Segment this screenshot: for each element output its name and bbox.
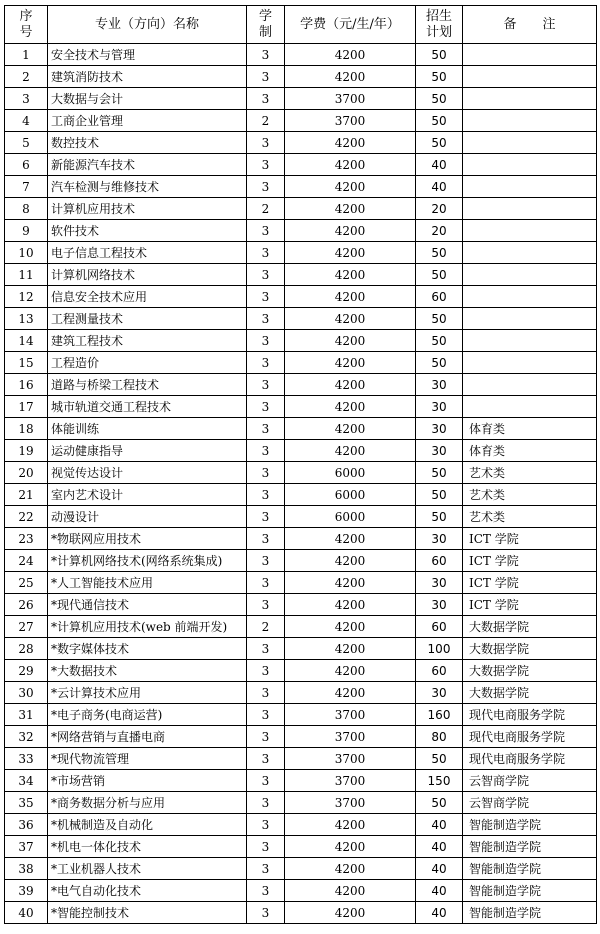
study-years-cell: 3 (247, 396, 285, 418)
enrollment-table (4, 5, 597, 924)
enrollment-plan-cell: 50 (416, 242, 463, 264)
remark-cell (463, 132, 597, 154)
row-number-cell: 39 (5, 880, 48, 902)
study-years-cell: 3 (247, 176, 285, 198)
tuition-fee-cell: 4200 (285, 154, 416, 176)
study-years-cell: 3 (247, 330, 285, 352)
table-row (5, 352, 597, 374)
tuition-fee-cell: 6000 (285, 462, 416, 484)
study-years-cell: 3 (247, 638, 285, 660)
row-number-cell: 10 (5, 242, 48, 264)
table-row (5, 594, 597, 616)
remark-cell (463, 330, 597, 352)
table-row (5, 638, 597, 660)
row-number-cell: 23 (5, 528, 48, 550)
row-number-cell: 12 (5, 286, 48, 308)
study-years-cell: 3 (247, 748, 285, 770)
enrollment-plan-cell: 30 (416, 682, 463, 704)
header-no-line1: 序 (19, 8, 33, 24)
table-row (5, 770, 597, 792)
remark-cell: 体育类 (463, 418, 597, 440)
tuition-fee-cell: 4200 (285, 440, 416, 462)
table-row (5, 462, 597, 484)
row-number-cell: 14 (5, 330, 48, 352)
row-number-cell: 30 (5, 682, 48, 704)
row-number-cell: 16 (5, 374, 48, 396)
enrollment-plan-cell: 60 (416, 616, 463, 638)
study-years-cell: 3 (247, 440, 285, 462)
table-row (5, 154, 597, 176)
remark-cell: 智能制造学院 (463, 814, 597, 836)
study-years-cell: 3 (247, 220, 285, 242)
remark-cell (463, 286, 597, 308)
remark-cell (463, 264, 597, 286)
enrollment-plan-cell: 50 (416, 66, 463, 88)
major-name-cell: 信息安全技术应用 (48, 286, 247, 308)
study-years-cell: 3 (247, 66, 285, 88)
study-years-cell: 3 (247, 836, 285, 858)
major-name-cell: 道路与桥梁工程技术 (48, 374, 247, 396)
table-row (5, 792, 597, 814)
tuition-fee-cell: 4200 (285, 396, 416, 418)
table-row (5, 704, 597, 726)
major-name-cell: 软件技术 (48, 220, 247, 242)
table-row (5, 374, 597, 396)
table-row (5, 198, 597, 220)
major-name-cell: *智能控制技术 (48, 902, 247, 924)
remark-cell (463, 176, 597, 198)
major-name-cell: *机电一体化技术 (48, 836, 247, 858)
header-fee: 学费（元/生/年） (285, 6, 416, 44)
header-plan-line2: 计划 (425, 24, 452, 40)
tuition-fee-cell: 4200 (285, 572, 416, 594)
tuition-fee-cell: 4200 (285, 66, 416, 88)
remark-cell: 大数据学院 (463, 616, 597, 638)
major-name-cell: *数字媒体技术 (48, 638, 247, 660)
remark-cell: ICT 学院 (463, 572, 597, 594)
table-header-row (5, 6, 597, 44)
tuition-fee-cell: 4200 (285, 902, 416, 924)
tuition-fee-cell: 4200 (285, 132, 416, 154)
table-row (5, 814, 597, 836)
tuition-fee-cell: 4200 (285, 220, 416, 242)
tuition-fee-cell: 3700 (285, 770, 416, 792)
table-row (5, 748, 597, 770)
table-row (5, 396, 597, 418)
enrollment-plan-cell: 50 (416, 484, 463, 506)
enrollment-plan-cell: 40 (416, 858, 463, 880)
row-number-cell: 3 (5, 88, 48, 110)
enrollment-plan-cell: 50 (416, 506, 463, 528)
major-name-cell: 新能源汽车技术 (48, 154, 247, 176)
study-years-cell: 2 (247, 616, 285, 638)
enrollment-plan-cell: 60 (416, 550, 463, 572)
study-years-cell: 3 (247, 814, 285, 836)
remark-cell: 智能制造学院 (463, 880, 597, 902)
study-years-cell: 3 (247, 506, 285, 528)
study-years-cell: 3 (247, 242, 285, 264)
tuition-fee-cell: 3700 (285, 792, 416, 814)
study-years-cell: 3 (247, 264, 285, 286)
tuition-fee-cell: 4200 (285, 308, 416, 330)
study-years-cell: 2 (247, 198, 285, 220)
table-row (5, 88, 597, 110)
enrollment-plan-cell: 30 (416, 374, 463, 396)
major-name-cell: 工程造价 (48, 352, 247, 374)
major-name-cell: *大数据技术 (48, 660, 247, 682)
study-years-cell: 3 (247, 132, 285, 154)
tuition-fee-cell: 4200 (285, 858, 416, 880)
study-years-cell: 3 (247, 572, 285, 594)
study-years-cell: 3 (247, 374, 285, 396)
remark-cell (463, 308, 597, 330)
tuition-fee-cell: 3700 (285, 110, 416, 132)
enrollment-plan-cell: 50 (416, 792, 463, 814)
tuition-fee-cell: 4200 (285, 814, 416, 836)
major-name-cell: *云计算技术应用 (48, 682, 247, 704)
study-years-cell: 3 (247, 770, 285, 792)
enrollment-plan-cell: 40 (416, 814, 463, 836)
table-row (5, 484, 597, 506)
row-number-cell: 21 (5, 484, 48, 506)
major-name-cell: 工商企业管理 (48, 110, 247, 132)
row-number-cell: 4 (5, 110, 48, 132)
tuition-fee-cell: 4200 (285, 374, 416, 396)
row-number-cell: 19 (5, 440, 48, 462)
major-name-cell: 计算机网络技术 (48, 264, 247, 286)
table-row (5, 308, 597, 330)
major-name-cell: *商务数据分析与应用 (48, 792, 247, 814)
enrollment-plan-cell: 50 (416, 352, 463, 374)
major-name-cell: *计算机网络技术(网络系统集成) (48, 550, 247, 572)
row-number-cell: 29 (5, 660, 48, 682)
major-name-cell: 电子信息工程技术 (48, 242, 247, 264)
enrollment-plan-cell: 160 (416, 704, 463, 726)
study-years-cell: 3 (247, 88, 285, 110)
enrollment-plan-cell: 40 (416, 836, 463, 858)
row-number-cell: 31 (5, 704, 48, 726)
remark-cell: 艺术类 (463, 462, 597, 484)
tuition-fee-cell: 3700 (285, 704, 416, 726)
major-name-cell: *工业机器人技术 (48, 858, 247, 880)
row-number-cell: 1 (5, 44, 48, 66)
tuition-fee-cell: 4200 (285, 176, 416, 198)
header-note: 备 注 (463, 6, 597, 44)
row-number-cell: 24 (5, 550, 48, 572)
tuition-fee-cell: 4200 (285, 550, 416, 572)
enrollment-plan-cell: 100 (416, 638, 463, 660)
row-number-cell: 17 (5, 396, 48, 418)
enrollment-plan-cell: 40 (416, 154, 463, 176)
major-name-cell: 体能训练 (48, 418, 247, 440)
remark-cell: 现代电商服务学院 (463, 726, 597, 748)
remark-cell: 大数据学院 (463, 638, 597, 660)
tuition-fee-cell: 4200 (285, 198, 416, 220)
remark-cell: 体育类 (463, 440, 597, 462)
remark-cell: ICT 学院 (463, 594, 597, 616)
enrollment-plan-cell: 50 (416, 264, 463, 286)
remark-cell: 现代电商服务学院 (463, 704, 597, 726)
tuition-fee-cell: 3700 (285, 726, 416, 748)
tuition-fee-cell: 4200 (285, 682, 416, 704)
enrollment-plan-cell: 30 (416, 528, 463, 550)
study-years-cell: 3 (247, 462, 285, 484)
study-years-cell: 3 (247, 550, 285, 572)
study-years-cell: 2 (247, 110, 285, 132)
header-plan (416, 6, 463, 44)
enrollment-plan-cell: 30 (416, 594, 463, 616)
row-number-cell: 9 (5, 220, 48, 242)
row-number-cell: 36 (5, 814, 48, 836)
study-years-cell: 3 (247, 418, 285, 440)
remark-cell: 云智商学院 (463, 770, 597, 792)
remark-cell: 智能制造学院 (463, 836, 597, 858)
row-number-cell: 8 (5, 198, 48, 220)
enrollment-plan-cell: 50 (416, 308, 463, 330)
remark-cell (463, 242, 597, 264)
enrollment-plan-cell: 60 (416, 660, 463, 682)
major-name-cell: *人工智能技术应用 (48, 572, 247, 594)
remark-cell (463, 374, 597, 396)
enrollment-plan-cell: 50 (416, 88, 463, 110)
header-name: 专业（方向）名称 (48, 6, 247, 44)
table-row (5, 660, 597, 682)
tuition-fee-cell: 3700 (285, 748, 416, 770)
study-years-cell: 3 (247, 286, 285, 308)
enrollment-plan-cell: 20 (416, 220, 463, 242)
remark-cell: 艺术类 (463, 506, 597, 528)
study-years-cell: 3 (247, 484, 285, 506)
major-name-cell: *现代通信技术 (48, 594, 247, 616)
study-years-cell: 3 (247, 682, 285, 704)
major-name-cell: 建筑工程技术 (48, 330, 247, 352)
remark-cell (463, 220, 597, 242)
row-number-cell: 28 (5, 638, 48, 660)
header-no-line2: 号 (19, 24, 33, 40)
row-number-cell: 32 (5, 726, 48, 748)
major-name-cell: 运动健康指导 (48, 440, 247, 462)
row-number-cell: 6 (5, 154, 48, 176)
study-years-cell: 3 (247, 528, 285, 550)
row-number-cell: 25 (5, 572, 48, 594)
enrollment-plan-cell: 60 (416, 286, 463, 308)
tuition-fee-cell: 4200 (285, 330, 416, 352)
table-row (5, 902, 597, 924)
enrollment-plan-cell: 30 (416, 572, 463, 594)
study-years-cell: 3 (247, 902, 285, 924)
row-number-cell: 11 (5, 264, 48, 286)
table-row (5, 286, 597, 308)
study-years-cell: 3 (247, 594, 285, 616)
header-years (247, 6, 285, 44)
tuition-fee-cell: 4200 (285, 286, 416, 308)
table-row (5, 44, 597, 66)
tuition-fee-cell: 4200 (285, 418, 416, 440)
remark-cell (463, 66, 597, 88)
row-number-cell: 15 (5, 352, 48, 374)
header-no (5, 6, 48, 44)
header-years-line2: 制 (258, 24, 272, 40)
enrollment-plan-cell: 20 (416, 198, 463, 220)
major-name-cell: 城市轨道交通工程技术 (48, 396, 247, 418)
study-years-cell: 3 (247, 880, 285, 902)
major-name-cell: *网络营销与直播电商 (48, 726, 247, 748)
major-name-cell: 计算机应用技术 (48, 198, 247, 220)
tuition-fee-cell: 4200 (285, 44, 416, 66)
study-years-cell: 3 (247, 154, 285, 176)
table-body (5, 44, 597, 924)
row-number-cell: 27 (5, 616, 48, 638)
enrollment-plan-cell: 40 (416, 902, 463, 924)
remark-cell (463, 352, 597, 374)
header-plan-line1: 招生 (425, 8, 452, 24)
remark-cell: 艺术类 (463, 484, 597, 506)
remark-cell (463, 110, 597, 132)
table-row (5, 110, 597, 132)
enrollment-plan-cell: 80 (416, 726, 463, 748)
row-number-cell: 2 (5, 66, 48, 88)
tuition-fee-cell: 4200 (285, 836, 416, 858)
table-row (5, 682, 597, 704)
tuition-fee-cell: 4200 (285, 638, 416, 660)
table-row (5, 550, 597, 572)
table-row (5, 836, 597, 858)
table-row (5, 858, 597, 880)
major-name-cell: *市场营销 (48, 770, 247, 792)
tuition-fee-cell: 4200 (285, 880, 416, 902)
tuition-fee-cell: 6000 (285, 506, 416, 528)
study-years-cell: 3 (247, 660, 285, 682)
row-number-cell: 13 (5, 308, 48, 330)
table-row (5, 418, 597, 440)
remark-cell: ICT 学院 (463, 528, 597, 550)
tuition-fee-cell: 4200 (285, 352, 416, 374)
tuition-fee-cell: 4200 (285, 242, 416, 264)
major-name-cell: *计算机应用技术(web 前端开发) (48, 616, 247, 638)
major-name-cell: 数控技术 (48, 132, 247, 154)
enrollment-plan-cell: 30 (416, 396, 463, 418)
remark-cell: 云智商学院 (463, 792, 597, 814)
row-number-cell: 7 (5, 176, 48, 198)
row-number-cell: 5 (5, 132, 48, 154)
major-name-cell: *机械制造及自动化 (48, 814, 247, 836)
header-years-line1: 学 (258, 8, 272, 24)
enrollment-plan-cell: 50 (416, 110, 463, 132)
tuition-fee-cell: 3700 (285, 88, 416, 110)
table-row (5, 440, 597, 462)
remark-cell (463, 88, 597, 110)
table-row (5, 330, 597, 352)
remark-cell (463, 198, 597, 220)
study-years-cell: 3 (247, 704, 285, 726)
remark-cell: 大数据学院 (463, 660, 597, 682)
enrollment-plan-cell: 50 (416, 748, 463, 770)
tuition-fee-cell: 4200 (285, 616, 416, 638)
row-number-cell: 37 (5, 836, 48, 858)
table-row (5, 176, 597, 198)
table-row (5, 616, 597, 638)
enrollment-plan-cell: 50 (416, 330, 463, 352)
major-name-cell: 大数据与会计 (48, 88, 247, 110)
table-row (5, 506, 597, 528)
enrollment-plan-cell: 30 (416, 418, 463, 440)
row-number-cell: 20 (5, 462, 48, 484)
row-number-cell: 33 (5, 748, 48, 770)
enrollment-plan-cell: 50 (416, 462, 463, 484)
major-name-cell: 建筑消防技术 (48, 66, 247, 88)
enrollment-plan-cell: 40 (416, 880, 463, 902)
row-number-cell: 22 (5, 506, 48, 528)
remark-cell (463, 154, 597, 176)
remark-cell (463, 396, 597, 418)
major-name-cell: *电子商务(电商运营) (48, 704, 247, 726)
tuition-fee-cell: 6000 (285, 484, 416, 506)
major-name-cell: 工程测量技术 (48, 308, 247, 330)
study-years-cell: 3 (247, 44, 285, 66)
study-years-cell: 3 (247, 792, 285, 814)
remark-cell (463, 44, 597, 66)
remark-cell: 智能制造学院 (463, 902, 597, 924)
row-number-cell: 35 (5, 792, 48, 814)
major-name-cell: 室内艺术设计 (48, 484, 247, 506)
table-row (5, 572, 597, 594)
tuition-fee-cell: 4200 (285, 660, 416, 682)
table-row (5, 726, 597, 748)
study-years-cell: 3 (247, 726, 285, 748)
major-name-cell: *电气自动化技术 (48, 880, 247, 902)
enrollment-plan-cell: 40 (416, 176, 463, 198)
major-name-cell: 安全技术与管理 (48, 44, 247, 66)
study-years-cell: 3 (247, 308, 285, 330)
enrollment-plan-cell: 50 (416, 44, 463, 66)
tuition-fee-cell: 4200 (285, 528, 416, 550)
tuition-fee-cell: 4200 (285, 594, 416, 616)
major-name-cell: 汽车检测与维修技术 (48, 176, 247, 198)
row-number-cell: 40 (5, 902, 48, 924)
row-number-cell: 38 (5, 858, 48, 880)
enrollment-plan-cell: 30 (416, 440, 463, 462)
study-years-cell: 3 (247, 858, 285, 880)
enrollment-plan-cell: 150 (416, 770, 463, 792)
table-row (5, 242, 597, 264)
remark-cell: ICT 学院 (463, 550, 597, 572)
row-number-cell: 26 (5, 594, 48, 616)
remark-cell: 大数据学院 (463, 682, 597, 704)
row-number-cell: 34 (5, 770, 48, 792)
remark-cell: 智能制造学院 (463, 858, 597, 880)
major-name-cell: 视觉传达设计 (48, 462, 247, 484)
enrollment-plan-cell: 50 (416, 132, 463, 154)
row-number-cell: 18 (5, 418, 48, 440)
table-row (5, 528, 597, 550)
tuition-fee-cell: 4200 (285, 264, 416, 286)
major-name-cell: 动漫设计 (48, 506, 247, 528)
table-row (5, 132, 597, 154)
table-row (5, 220, 597, 242)
major-name-cell: *现代物流管理 (48, 748, 247, 770)
major-name-cell: *物联网应用技术 (48, 528, 247, 550)
table-row (5, 66, 597, 88)
table-row (5, 264, 597, 286)
remark-cell: 现代电商服务学院 (463, 748, 597, 770)
study-years-cell: 3 (247, 352, 285, 374)
table-row (5, 880, 597, 902)
